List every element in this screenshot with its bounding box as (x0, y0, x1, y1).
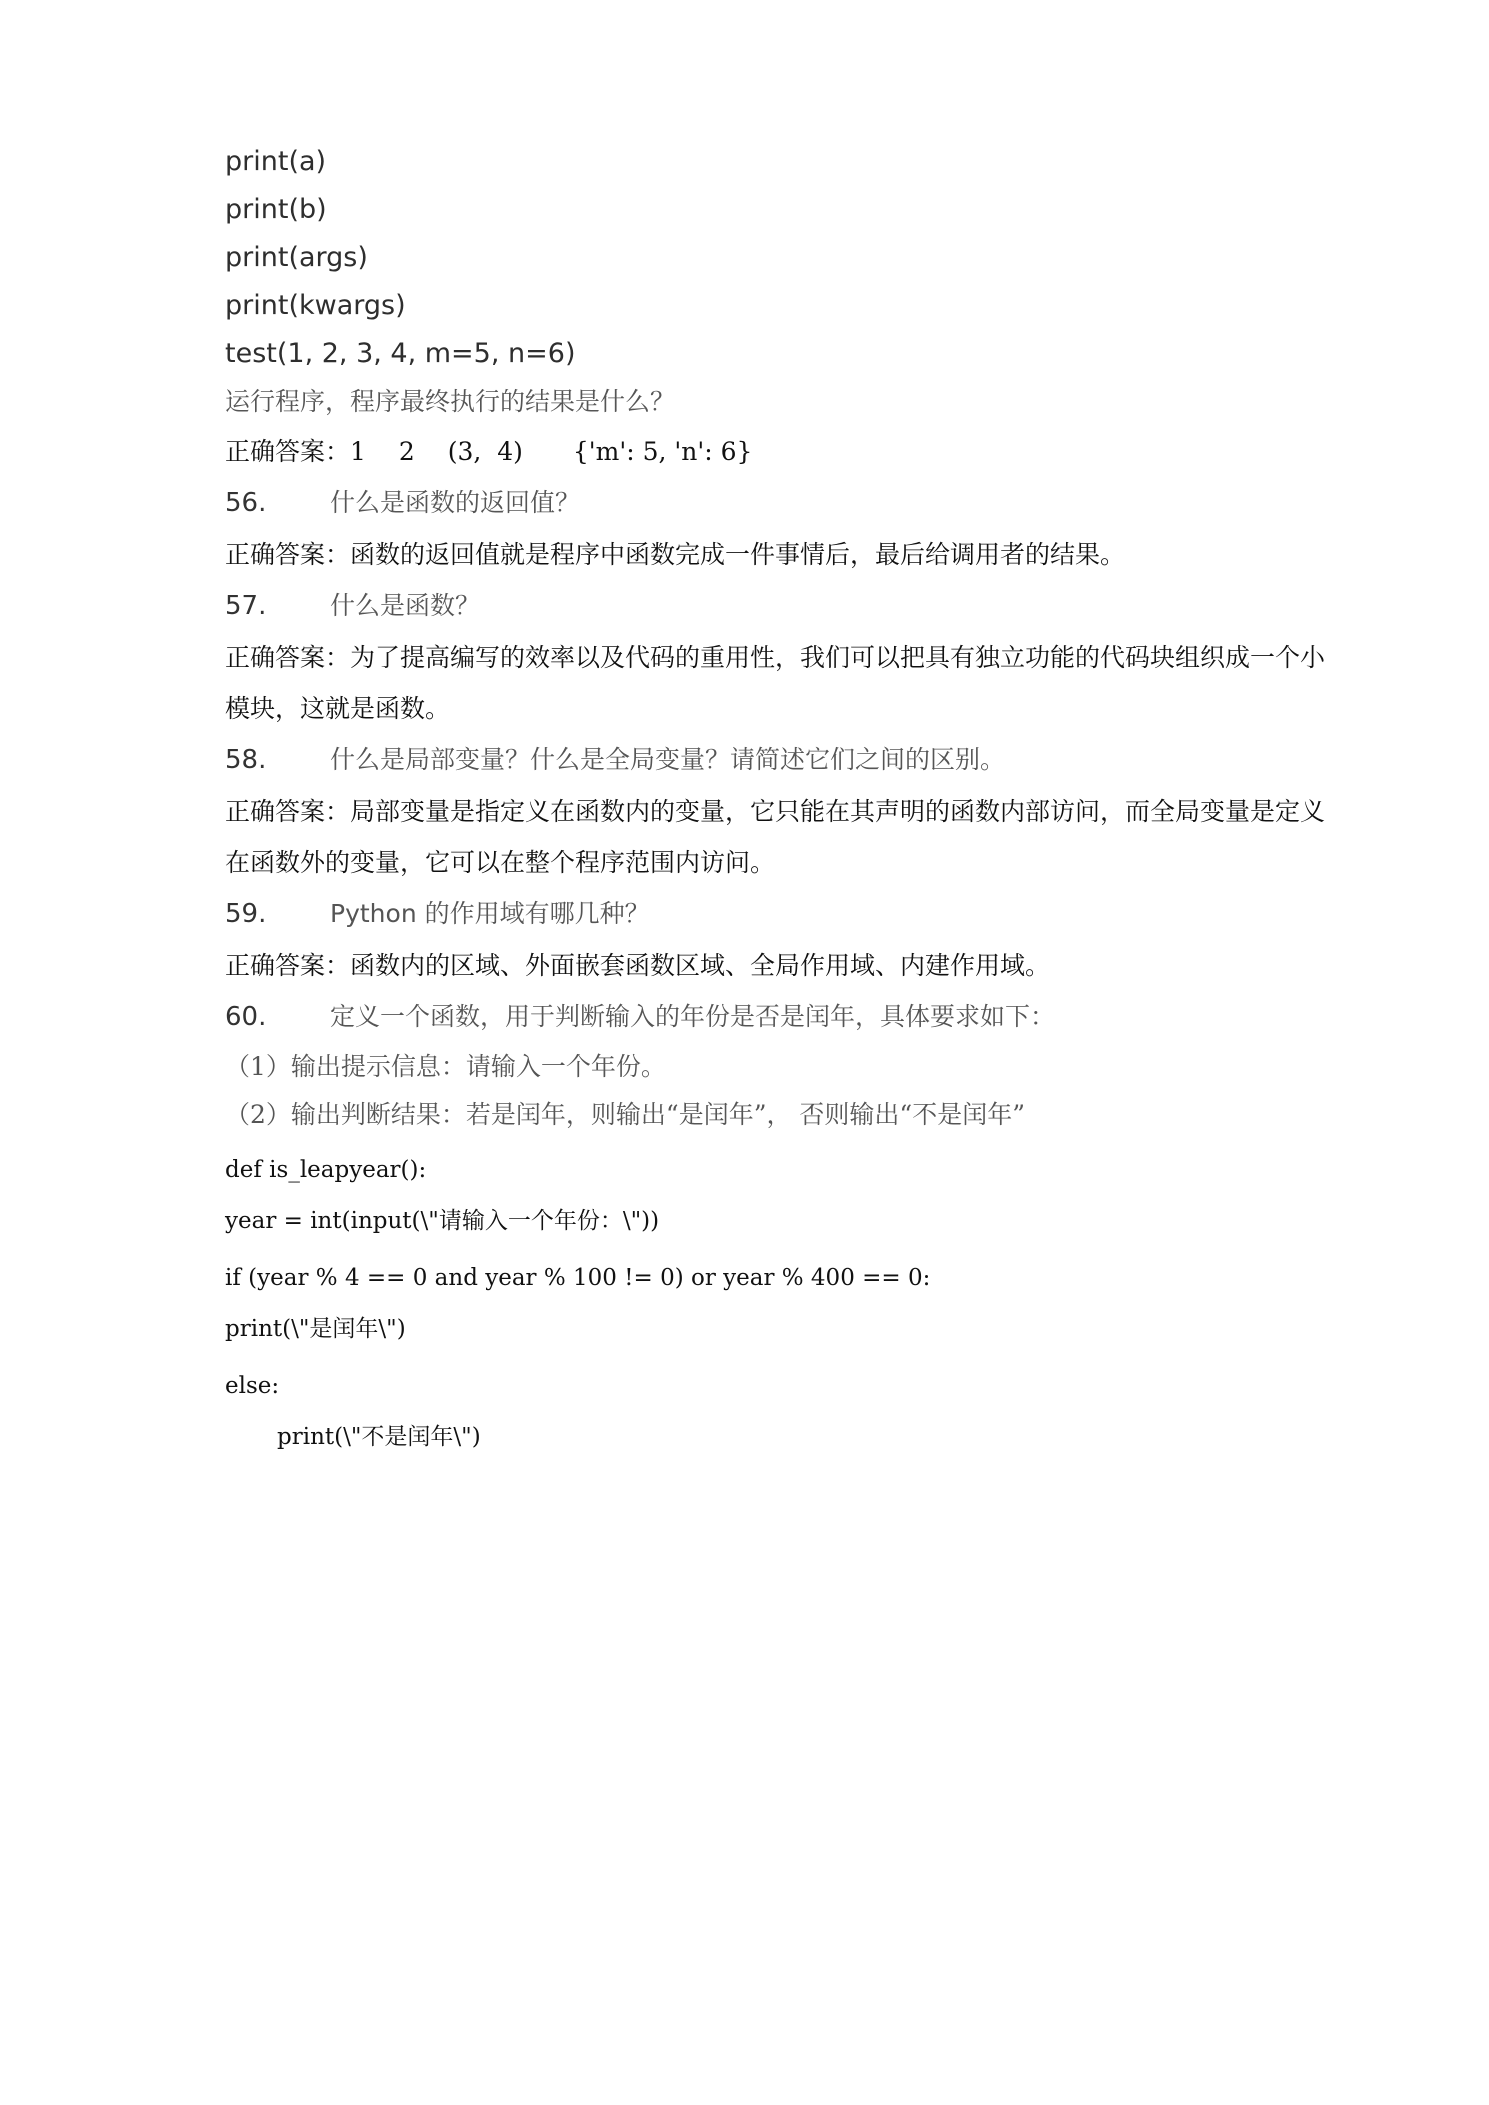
question-58 (225, 734, 1340, 786)
code-line: print(a) (225, 146, 327, 177)
code-line: if (year % 4 == 0 and year % 100 != 0) or year % 400 == 0: (225, 1265, 931, 1291)
requirement-1: （1）输出提示信息：请输入一个年份。 (225, 1052, 666, 1081)
question-text: 什么是函数？ (330, 591, 481, 620)
document-page (225, 138, 1340, 1463)
code-line: print(b) (225, 194, 327, 225)
question-number: 60. (225, 1002, 267, 1032)
question-60 (225, 991, 1340, 1043)
question-text: 什么是函数的返回值？ (330, 488, 581, 517)
code-line: else: (225, 1373, 280, 1399)
answer-text: 正确答案：函数的返回值就是程序中函数完成一件事情后，最后给调用者的结果。 (225, 540, 1126, 569)
question-56 (225, 477, 1340, 529)
question-59 (225, 888, 1340, 940)
answer-text: 正确答案：局部变量是指定义在函数内的变量，它只能在其声明的函数内部访问，而全局变量是定义在函数外的变量，它可以在整个程序范围内访问。 (225, 797, 1326, 877)
code-line: year = int(input(\"请输入一个年份：\")) (225, 1208, 660, 1234)
code-line: def is_leapyear(): (225, 1157, 427, 1183)
question-text: 什么是局部变量？什么是全局变量？请简述它们之间的区别。 (330, 745, 1006, 774)
question-number: 57. (225, 591, 267, 621)
code-line: test(1, 2, 3, 4, m=5, n=6) (225, 338, 576, 369)
question-57 (225, 580, 1340, 632)
answer-text: 正确答案：函数内的区域、外面嵌套函数区域、全局作用域、内建作用域。 (225, 951, 1051, 980)
code-line: print(args) (225, 242, 368, 273)
code-line: print(\"是闰年\") (225, 1316, 406, 1342)
question-number: 58. (225, 745, 267, 775)
question-text: Python 的作用域有哪几种？ (330, 899, 650, 928)
question-prompt: 运行程序，程序最终执行的结果是什么？ (225, 387, 676, 416)
code-line: print(kwargs) (225, 290, 406, 321)
answer-text: 正确答案：为了提高编写的效率以及代码的重用性，我们可以把具有独立功能的代码块组织成一个小模块，这就是函数。 (225, 643, 1326, 723)
answer-text: 正确答案：1 2 (3, 4) {'m': 5, 'n': 6} (225, 437, 753, 466)
code-line: print(\"不是闰年\") (277, 1424, 481, 1450)
question-text: 定义一个函数，用于判断输入的年份是否是闰年，具体要求如下： (330, 1002, 1056, 1031)
question-number: 59. (225, 899, 267, 929)
requirement-2: （2）输出判断结果：若是闰年，则输出“是闰年”， 否则输出“不是闰年” (225, 1100, 1025, 1129)
question-number: 56. (225, 488, 267, 518)
